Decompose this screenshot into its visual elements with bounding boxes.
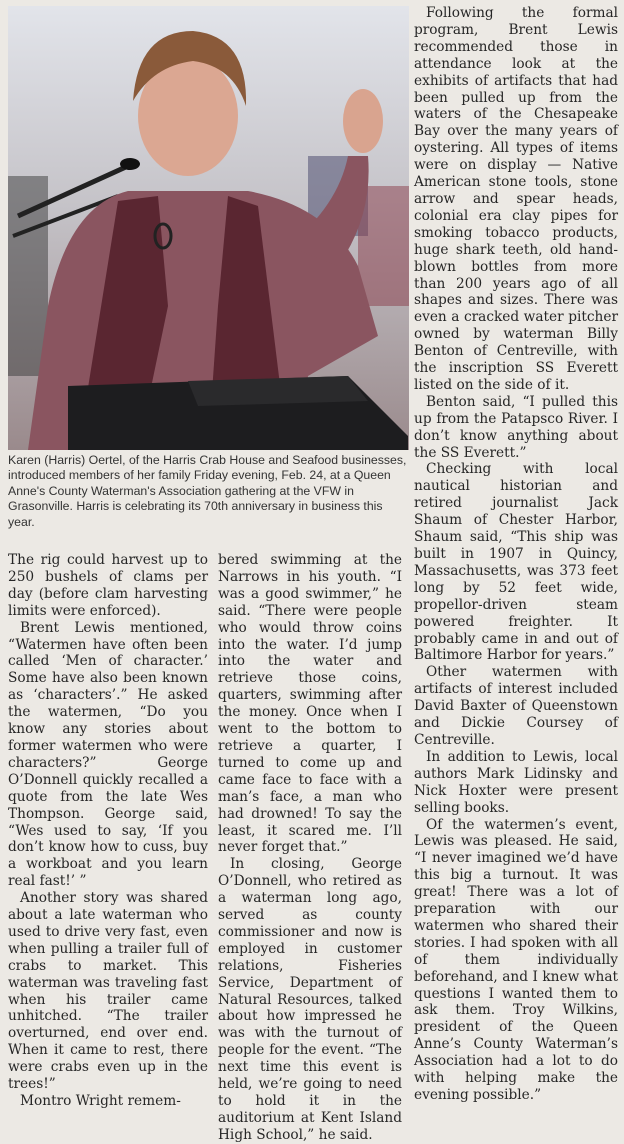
paragraph: Following the formal program, Brent Lewis recommended those in attendance look at the exhibits of artifacts that had been pulled up from the waters of the Chesapeake Bay over the many years of oystering. All types of items were on display — Native American stone tools, stone arrow and spear heads, colonial era clay pipes for smoking tobacco products, huge shark teeth, old hand-blown bottles from more than 200 years ago of all shapes and sizes. There was even a cracked water pitcher owned by waterman Billy Benton of Centreville, with the inscription SS Everett listed on the side of it. xyxy=(414,5,618,393)
paragraph: Of the watermen’s event, Lewis was pleased. He said, “I never imagined we’d have this big a turnout. It was great! There was a lot of preparation with our watermen who shared their stories. I had spoken with all of them individually beforehand, and I knew what questions I wanted them to ask them. Troy Wilkins, president of the Queen Anne’s County Waterman’s Association had a lot to do with helping make the evening possible.” xyxy=(414,816,618,1103)
paragraph: Benton said, “I pulled this up from the Patapsco River. I don’t know anything about the SS Everett.” xyxy=(414,393,618,461)
photo-caption: Karen (Harris) Oertel, of the Harris Crab House and Seafood businesses, introduced members of her family Friday evening, Feb. 24, at a Queen Anne's County Waterman's Association gathering at the VFW in Grasonville. Harris is celebrating its 70th anniversary in business this year. xyxy=(8,453,407,529)
paragraph: Other watermen with artifacts of interest included David Baxter of Queenstown and Dickie Coursey of Centreville. xyxy=(414,664,618,748)
paragraph: Brent Lewis mentioned, “Watermen have often been called ‘Men of character.’ Some have also been known as ‘characters’.” He asked the watermen, “Do you know any stories about former watermen who were characters?” George O’Donnell quickly recalled a quote from the late Wes Thompson. George said, “Wes used to say, ‘If you don’t know how to cuss, buy a workboat and you learn real fast!’ ” xyxy=(8,619,208,890)
article-column-2 xyxy=(218,552,402,1143)
paragraph: bered swimming at the Narrows in his youth. “I was a good swimmer,” he said. “There were people who would throw coins into the water. I’d jump into the water and retrieve those coins, quarters, swimming after the money. Once when I went to the bottom to retrieve a quarter, I turned to come up and came face to face with a man’s face, a man who had drowned! To say the least, it scared me. I’ll never forget that.” xyxy=(218,552,402,856)
article-photo xyxy=(8,6,409,450)
paragraph: In addition to Lewis, local authors Mark Lidinsky and Nick Hoxter were present selling books. xyxy=(414,748,618,816)
woman-speaking-at-podium-icon xyxy=(8,6,409,450)
paragraph: Montro Wright remem- xyxy=(20,1093,181,1109)
article-column-3 xyxy=(414,5,618,1103)
paragraph: In closing, George O’Donnell, who retired as a waterman long ago, served as county commissioner and now is employed in customer relations, Fisheries Service, Department of Natural Resources, talked about how impressed he was with the turnout of people for the event. “The next time this event is held, we’re going to need to hold it in the auditorium at Kent Island High School,” he said. xyxy=(218,856,402,1143)
article-column-1 xyxy=(8,552,208,1109)
paragraph: Checking with local nautical historian and retired journalist Jack Shaum of Chester Harbor, Shaum said, “This ship was built in 1907 in Quincy, Massachusetts, was 373 feet long by 52 feet wide, propellor-driven steam powered freighter. It probably came in and out of Baltimore Harbor for years.” xyxy=(414,461,618,664)
paragraph: Another story was shared about a late waterman who used to drive very fast, even when pulling a trailer full of crabs to market. This waterman was traveling fast when his trailer came unhitched. “The trailer overturned, end over end. When it came to rest, there were crabs even up in the trees!” xyxy=(8,890,208,1093)
paragraph: The rig could harvest up to 250 bushels of clams per day (before clam harvesting limits were enforced). xyxy=(8,552,208,619)
